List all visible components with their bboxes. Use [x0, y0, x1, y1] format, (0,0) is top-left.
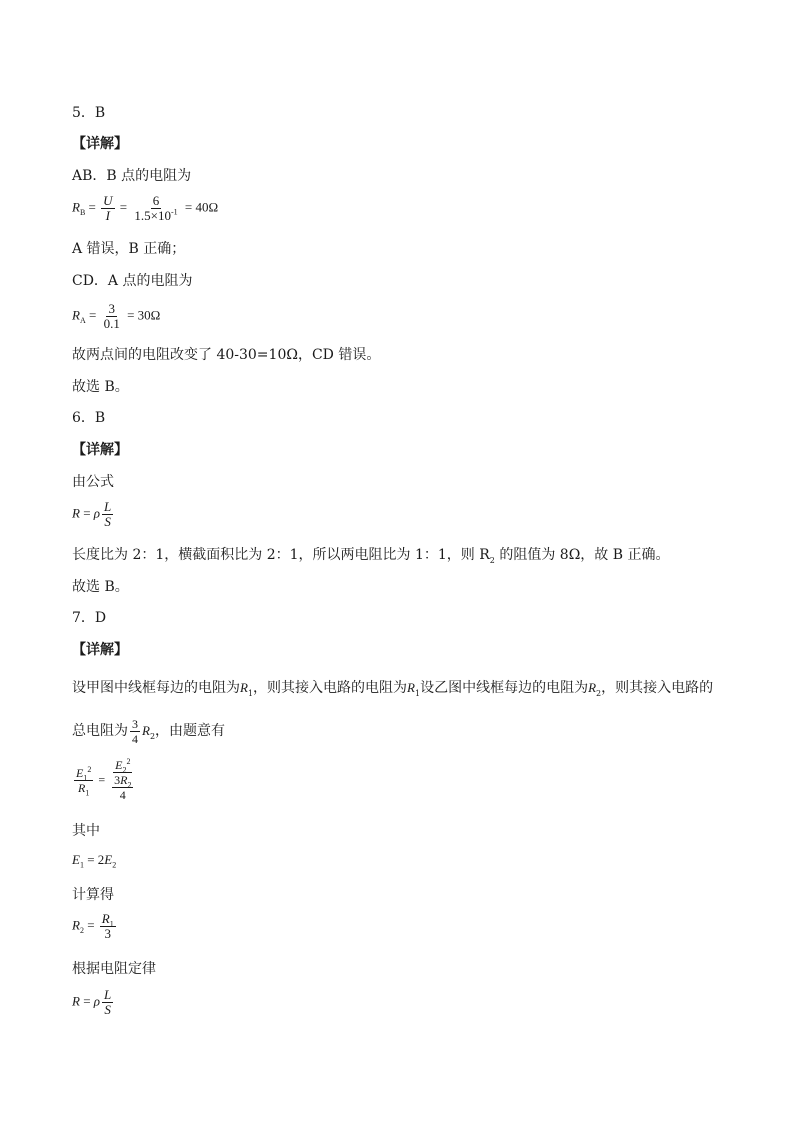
q5-line3: CD．A 点的电阻为: [72, 273, 193, 289]
q7-equation-1: $\frac{E_1^2}{R_1}$ = $\frac{E_2^2}{\frac{3R_2}{4}}$: [72, 758, 137, 802]
q5-line2: A 错误，B 正确；: [72, 241, 186, 257]
eq-symbol: R: [72, 199, 80, 215]
eq-fraction: $\frac{3}{0.1}$: [103, 301, 120, 331]
q5-line5: 故选 B。: [72, 379, 129, 395]
q7-equation-3: $R_2$ = $\frac{R_1}{3}$: [72, 911, 114, 941]
q6-line1: 由公式: [72, 474, 114, 490]
eq-fraction: $\frac{L}{S}$: [104, 987, 112, 1017]
eq-fraction: $\frac{E_2^2}{\frac{3R_2}{4}}$: [114, 757, 132, 802]
eq-subscript: B: [79, 208, 86, 218]
q7-line3: 其中: [72, 823, 100, 839]
q7-line1: 设甲图中线框每边的电阻为$R_1$，则其接入电路的电阻为$R_1$设乙图中线框每边的电阻为$R_2$，则其接入电路的: [72, 680, 714, 698]
q7-line2: 总电阻为 $\frac{3}{4}$ $R_2$，由题意有: [72, 716, 226, 746]
eq-subscript: A: [79, 316, 86, 326]
eq-result: 40Ω: [195, 199, 219, 215]
q6-number: 6．B: [72, 410, 106, 426]
q7-equation-4: R = ρ $\frac{L}{S}$: [72, 987, 112, 1017]
q5-equation-1: $R_B$ = $\frac{U}{I}$ = $\frac{6}{1.5\times 10^{-1}}$ = 40Ω: [72, 193, 219, 223]
q5-equation-2: $R_A$ = $\frac{3}{0.1}$ = 30Ω: [72, 301, 161, 331]
q6-equation-1: R = ρ $\frac{L}{S}$: [72, 499, 112, 529]
q7-line4: 计算得: [72, 887, 114, 903]
q5-line1: AB．B 点的电阻为: [72, 168, 192, 184]
q5-number: 5．B: [72, 105, 106, 121]
q7-line5: 根据电阻定律: [72, 961, 156, 977]
q6-line2: 长度比为 2：1，横截面积比为 2：1，所以两电阻比为 1：1，则 $R_2$ 的阻值为 8Ω，故 B 正确。: [72, 547, 670, 565]
eq-fraction: $\frac{6}{1.5\times 10^{-1}}$: [134, 193, 178, 223]
q6-detail-heading: 【详解】: [72, 442, 128, 458]
q6-line3: 故选 B。: [72, 579, 129, 595]
q7-detail-heading: 【详解】: [72, 642, 128, 658]
eq-fraction: $\frac{U}{I}$: [103, 193, 113, 223]
q5-detail-heading: 【详解】: [72, 136, 128, 152]
eq-fraction: $\frac{E_1^2}{R_1}$: [76, 764, 92, 797]
eq-fraction: $\frac{L}{S}$: [104, 499, 112, 529]
q7-equation-2: $E_1 = 2E_2$: [72, 852, 117, 870]
q5-line4: 故两点间的电阻改变了 40-30=10Ω，CD 错误。: [72, 347, 381, 363]
eq-result: 30Ω: [137, 307, 161, 323]
eq-fraction: $\frac{R_1}{3}$: [101, 911, 114, 941]
q7-number: 7．D: [72, 610, 107, 626]
eq-symbol: R: [72, 307, 80, 323]
